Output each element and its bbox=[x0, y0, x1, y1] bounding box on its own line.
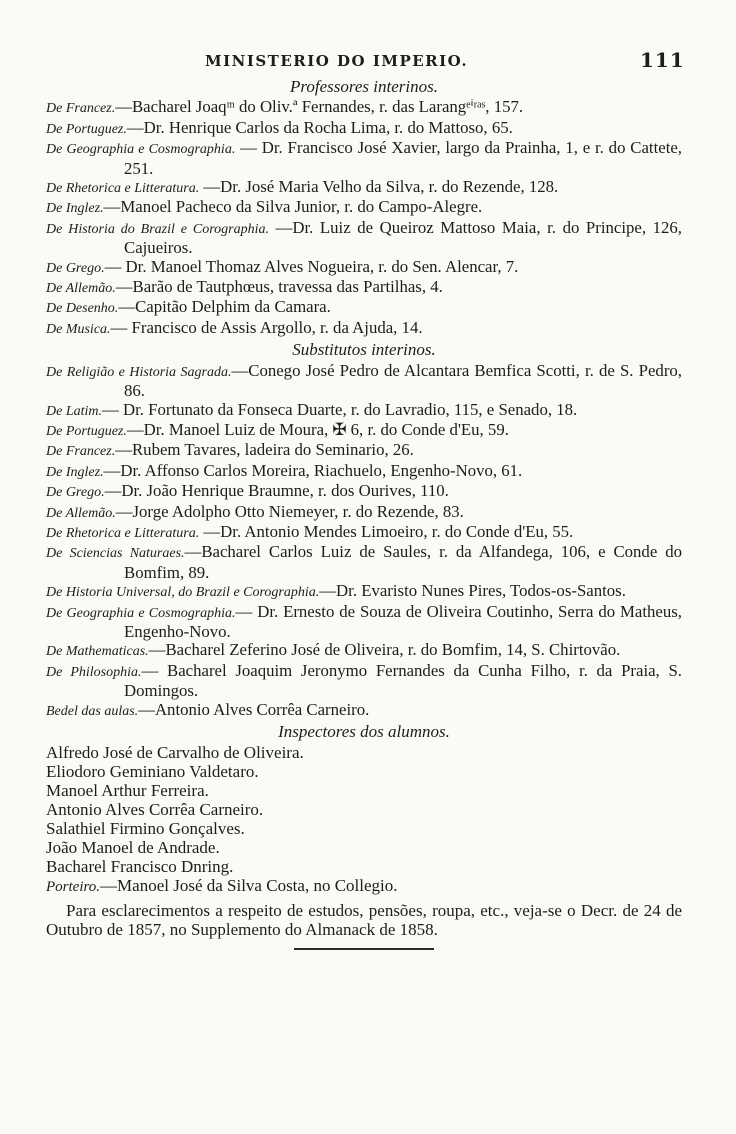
inspector-name: Bacharel Francisco Dnring. bbox=[46, 857, 234, 877]
entry bbox=[46, 441, 682, 461]
entry bbox=[46, 543, 682, 582]
entry-subject: De Philosophia. bbox=[46, 664, 142, 680]
entry-text: —Antonio Alves Corrêa Carneiro. bbox=[138, 699, 370, 719]
entry-subject: De Portuguez. bbox=[46, 121, 127, 137]
entry-subject: De Allemão. bbox=[46, 281, 116, 297]
entry bbox=[46, 523, 682, 543]
entry-subject: De Francez. bbox=[46, 444, 116, 460]
entry-text: —Bacharel Zeferino José de Oliveira, r. do Bomfim, 14, S. Chirtovão. bbox=[148, 640, 621, 660]
entry bbox=[46, 119, 682, 139]
substitutos-list bbox=[46, 362, 682, 721]
entry-subject: De Allemão. bbox=[46, 505, 116, 521]
entry-text: —Bacharel Joaqᵐ do Oliv.ª Fernandes, r. das Larangᵉⁱʳᵃˢ, 157. bbox=[115, 97, 524, 117]
page-content bbox=[46, 76, 682, 950]
entry bbox=[46, 198, 682, 218]
entry-text: —Bacharel Carlos Luiz de Saules, r. da Alfandega, 106, e Conde do Bomfim, 89. bbox=[124, 542, 682, 582]
entry-subject: De Geographia e Cosmographia. bbox=[46, 142, 236, 158]
entry-text: — Dr. Francisco José Xavier, largo da Prainha, 1, e r. do Cattete, 251. bbox=[124, 138, 682, 178]
page-header bbox=[0, 46, 736, 76]
entry-text: —Conego José Pedro de Alcantara Bemfica Scotti, r. de S. Pedro, 86. bbox=[124, 360, 682, 401]
professores-list bbox=[46, 98, 682, 339]
inspector-name: Manoel Arthur Ferreira. bbox=[46, 781, 209, 801]
entry-subject: Bedel das aulas. bbox=[46, 703, 139, 719]
entry-text: — Bacharel Joaquim Jeronymo Fernandes da Cunha Filho, r. da Praia, S. Domingos. bbox=[124, 660, 682, 701]
entry-text: — Dr. Ernesto de Souza de Oliveira Coutinho, Serra do Matheus, Engenho-Novo. bbox=[124, 601, 682, 641]
inspector-name: Antonio Alves Corrêa Carneiro. bbox=[46, 800, 264, 820]
entry bbox=[46, 582, 682, 602]
entry-text: —Jorge Adolpho Otto Niemeyer, r. do Rezende, 83. bbox=[115, 501, 464, 521]
entry-text: —Dr. Henrique Carlos da Rocha Lima, r. do Mattoso, 65. bbox=[126, 117, 513, 137]
entry-text: —Manoel Pacheco da Silva Junior, r. do Campo-Alegre. bbox=[103, 197, 483, 217]
porteiro-entry bbox=[46, 876, 682, 897]
entry-subject: De Francez. bbox=[46, 101, 116, 117]
entry bbox=[46, 139, 682, 178]
porteiro-text: —Manoel José da Silva Costa, no Collegio. bbox=[100, 876, 398, 896]
entry bbox=[46, 421, 682, 441]
entry-text: — Dr. Manoel Thomaz Alves Nogueira, r. do Sen. Alencar, 7. bbox=[104, 256, 519, 276]
entry-text: —Dr. João Henrique Braumne, r. dos Ourives, 110. bbox=[104, 481, 449, 501]
entry-subject: De Geographia e Cosmographia. bbox=[46, 605, 236, 621]
entry bbox=[46, 603, 682, 642]
entry-subject: De Portuguez. bbox=[46, 423, 127, 439]
page-number: 111 bbox=[640, 48, 685, 72]
entry-subject: De Latim. bbox=[46, 403, 102, 419]
entry-subject: De Religião e Historia Sagrada. bbox=[46, 364, 232, 380]
section-title-inspectores: Inspectores dos alumnos. bbox=[278, 722, 450, 741]
entry bbox=[46, 319, 682, 339]
section-title-substitutos: Substitutos interinos. bbox=[292, 340, 436, 360]
entry bbox=[46, 219, 682, 258]
entry-text: —Dr. Antonio Mendes Limoeiro, r. do Conde d'Eu, 55. bbox=[199, 521, 574, 541]
entry bbox=[46, 401, 682, 421]
entry-subject: De Historia Universal, do Brazil e Corographia. bbox=[46, 585, 320, 601]
inspector-name: Eliodoro Geminiano Valdetaro. bbox=[46, 762, 259, 782]
section-title-professores: Professores interinos. bbox=[290, 77, 438, 96]
closing-rule bbox=[294, 948, 434, 950]
entry-subject: De Rhetorica e Litteratura. bbox=[46, 525, 200, 541]
entry-subject: De Musica. bbox=[46, 321, 111, 337]
entry-text: —Dr. Manoel Luiz de Moura, ✠ 6, r. do Conde d'Eu, 59. bbox=[126, 419, 509, 439]
entry-subject: De Rhetorica e Litteratura. bbox=[46, 181, 200, 197]
entry-subject: De Grego. bbox=[46, 485, 105, 501]
entry-text: —Dr. Evaristo Nunes Pires, Todos-os-Santos. bbox=[319, 581, 626, 601]
entry-text: —Rubem Tavares, ladeira do Seminario, 26. bbox=[115, 440, 414, 460]
entry-subject: De Sciencias Naturaes. bbox=[46, 546, 185, 562]
entry-text: —Barão de Tautphœus, travessa das Partilhas, 4. bbox=[115, 277, 443, 297]
entry-text: —Dr. Luiz de Queiroz Mattoso Maia, r. do Principe, 126, Cajueiros. bbox=[124, 217, 683, 258]
entry-subject: De Inglez. bbox=[46, 201, 104, 217]
entry bbox=[46, 258, 682, 278]
entry bbox=[46, 503, 682, 523]
entry-subject: De Historia do Brazil e Corographia. bbox=[46, 221, 269, 237]
entry-text: —Dr. José Maria Velho da Silva, r. do Rezende, 128. bbox=[199, 177, 559, 197]
entry-subject: De Mathematicas. bbox=[46, 644, 149, 660]
porteiro-label: Porteiro. bbox=[46, 879, 101, 896]
entry bbox=[46, 178, 682, 198]
entry-text: — Dr. Fortunato da Fonseca Duarte, r. do Lavradio, 115, e Senado, 18. bbox=[102, 399, 578, 419]
entry-subject: De Desenho. bbox=[46, 301, 119, 317]
entry bbox=[46, 701, 682, 721]
inspectores-list bbox=[46, 743, 682, 876]
entry-subject: De Inglez. bbox=[46, 464, 104, 480]
inspector-name: Salathiel Firmino Gonçalves. bbox=[46, 819, 245, 839]
entry-text: —Dr. Affonso Carlos Moreira, Riachuelo, Engenho-Novo, 61. bbox=[103, 460, 523, 480]
entry bbox=[46, 462, 682, 482]
entry bbox=[46, 482, 682, 502]
entry bbox=[46, 641, 682, 661]
running-head: MINISTERIO DO IMPERIO. bbox=[205, 52, 469, 70]
entry-text: —Capitão Delphim da Camara. bbox=[118, 297, 331, 317]
inspector-name: Alfredo José de Carvalho de Oliveira. bbox=[46, 743, 304, 763]
closing-note: Para esclarecimentos a respeito de estudos, pensões, roupa, etc., veja-se o Decr. de 24 de Outubro de 1857, no Supplemento do Almanack de 1858. bbox=[46, 901, 682, 940]
inspector-name: João Manoel de Andrade. bbox=[46, 838, 220, 858]
entry bbox=[46, 278, 682, 298]
entry bbox=[46, 662, 682, 701]
entry bbox=[46, 298, 682, 318]
entry bbox=[46, 98, 682, 118]
entry-subject: De Grego. bbox=[46, 260, 105, 276]
entry bbox=[46, 362, 682, 401]
entry-text: — Francisco de Assis Argollo, r. da Ajuda, 14. bbox=[110, 317, 423, 337]
